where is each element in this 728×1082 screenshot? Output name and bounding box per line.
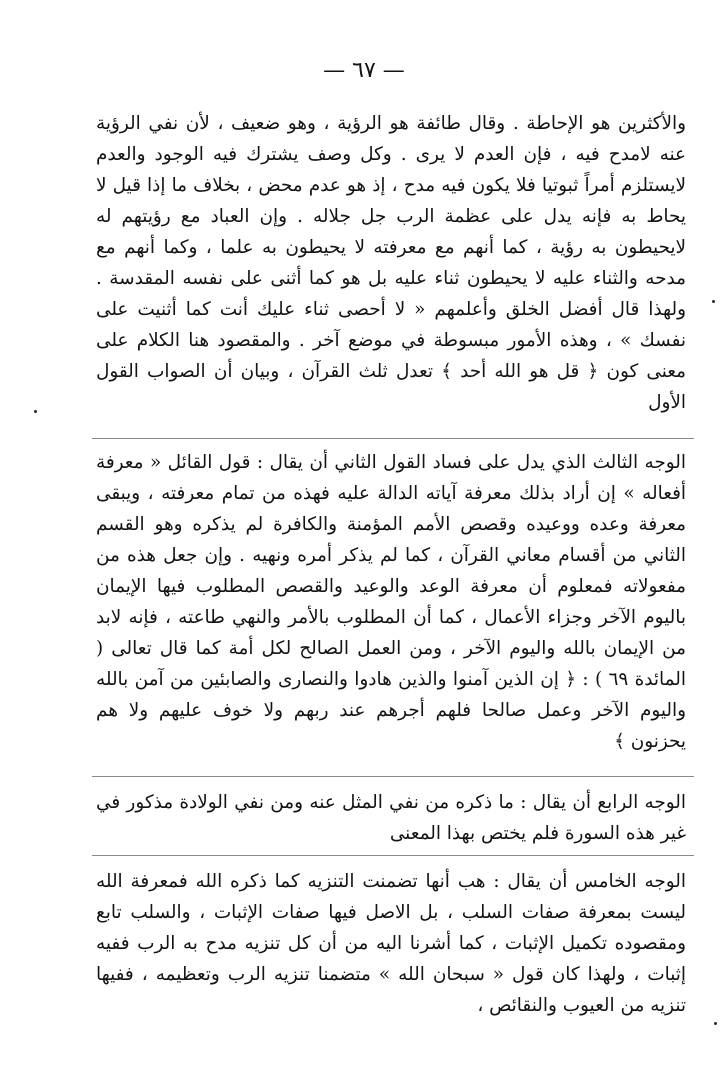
scan-speck <box>712 300 715 303</box>
paragraph-3: الوجه الرابع أن يقال : ما ذكره من نفي المثل عنه ومن نفي الولادة مذكور في غير هذه السورة فلم يختص بهذا المعنى <box>96 792 686 844</box>
scan-speck <box>714 1022 717 1025</box>
page-number: — ٦٧ — <box>323 58 405 83</box>
paragraph-1: والأكثرين هو الإحاطة . وقال طائفة هو الرؤية ، وهو ضعيف ، لأن نفي الرؤية عنه لامدح فيه ، فإن العدم لا يرى . وكل وصف يشترك فيه الوجود والعدم لايستلزم أمراً ثبوتيا فلا يكون فيه مدح ، إذ هو عدم محض ، بخلاف ما إذا قيل لا يحاط به فإنه يدل على عظمة الرب جل جلاله . وإن العباد مع رؤيتهم له لايحيطون به رؤية ، كما أنهم مع معرفته لا يحيطون به علما ، وكما أنهم مع مدحه والثناء عليه لا يحيطون ثناء عليه بل هو كما أثنى على نفسه المقدسة . ولهذا قال أفضل الخلق وأعلمهم « لا أحصى ثناء عليك أنت كما أثنيت على نفسك » ، وهذه الأمور مبسوطة في موضع آخر . والمقصود هنا الكلام على معنى كون ﴿ قل هو الله أحد ﴾ تعدل ثلث القرآن ، وبيان أن الصواب القول الأول <box>96 113 686 413</box>
scan-speck <box>34 410 37 413</box>
paragraph-divider <box>92 438 694 439</box>
paragraph-divider <box>92 776 694 777</box>
paragraph-4: الوجه الخامس أن يقال : هب أنها تضمنت التنزيه كما ذكره الله فمعرفة الله ليست بمعرفة صفات السلب ، بل الاصل فيها صفات الإثبات ، والسلب تابع ومقصوده تكميل الإثبات ، كما أشرنا اليه من أن كل تنزيه مدح به الرب ففيه إثبات ، ولهذا كان قول « سبحان الله » متضمنا تنزيه الرب وتعظيمه ، ففيها تنزيه من العيوب والنقائص ، <box>96 871 686 1016</box>
paragraph-2: الوجه الثالث الذي يدل على فساد القول الثاني أن يقال : قول القائل « معرفة أفعاله » إن أراد بذلك معرفة آياته الدالة عليه فهذه من تمام معرفته ، ويبقى معرفة وعده ووعيده وقصص الأمم المؤمنة والكافرة لم يذكره وهو القسم الثاني من أقسام معاني القرآن ، كما لم يذكر أمره ونهيه . وإن جعل هذه من مفعولاته فمعلوم أن معرفة الوعد والوعيد والقصص المطلوب فيها الإيمان باليوم الآخر وجزاء الأعمال ، كما أن المطلوب بالأمر والنهي طاعته ، فإنه لابد من الإيمان بالله واليوم الآخر ، ومن العمل الصالح لكل أمة كما قال تعالى ( المائدة ٦٩ ) : ﴿ إن الذين آمنوا والذين هادوا والنصارى والصابئين من آمن بالله واليوم الآخر وعمل صالحا فلهم أجرهم عند ربهم ولا خوف عليهم ولا هم يحزنون ﴾ <box>96 452 686 752</box>
paragraph-divider <box>92 855 694 856</box>
